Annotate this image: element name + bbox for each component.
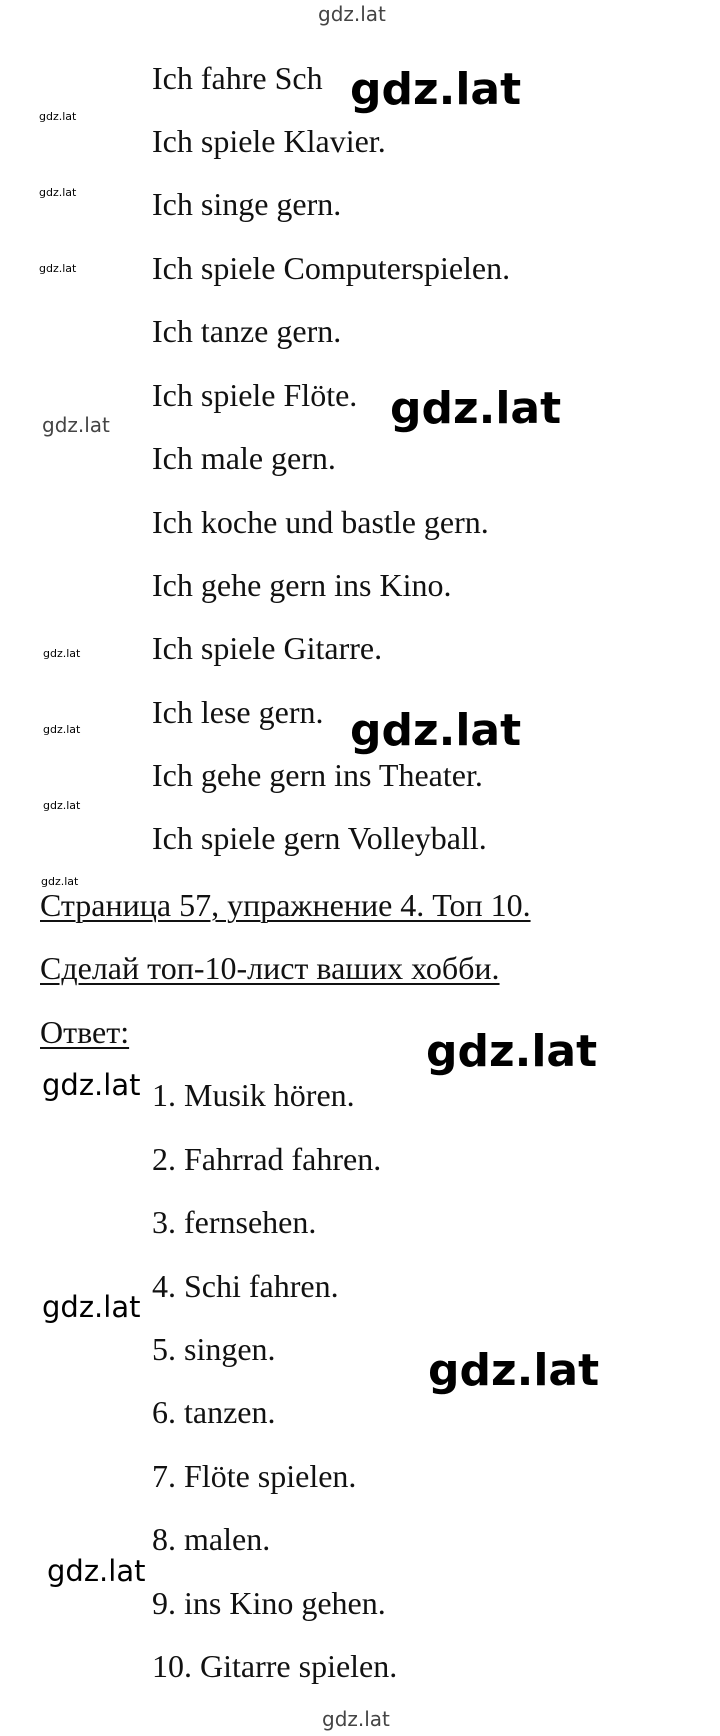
watermark: gdz.lat bbox=[42, 1290, 141, 1324]
hobby-line: Ich lese gern. bbox=[152, 694, 324, 730]
watermark: gdz.lat bbox=[39, 110, 77, 123]
list-item: 7. Flöte spielen. bbox=[152, 1458, 357, 1494]
hobby-line: Ich spiele Flöte. bbox=[152, 377, 358, 413]
watermark: gdz.lat bbox=[350, 64, 522, 115]
watermark: gdz.lat bbox=[43, 723, 81, 736]
watermark: gdz.lat bbox=[39, 186, 77, 199]
list-item: 4. Schi fahren. bbox=[152, 1268, 339, 1304]
watermark: gdz.lat bbox=[47, 1554, 146, 1588]
list-item: 6. tanzen. bbox=[152, 1394, 276, 1430]
watermark-top: gdz.lat bbox=[318, 2, 386, 26]
hobby-line: Ich singe gern. bbox=[152, 186, 342, 222]
hobby-line: Ich fahre Sch bbox=[152, 60, 323, 96]
hobby-line: Ich spiele Computerspielen. bbox=[152, 250, 511, 286]
hobby-line: Ich gehe gern ins Kino. bbox=[152, 567, 452, 603]
watermark: gdz.lat bbox=[350, 705, 522, 756]
answer-label: Ответ: bbox=[40, 1014, 130, 1050]
exercise-task: Сделай топ-10-лист ваших хобби. bbox=[40, 950, 500, 986]
watermark: gdz.lat bbox=[42, 1068, 141, 1102]
hobby-line: Ich spiele Gitarre. bbox=[152, 630, 383, 666]
watermark: gdz.lat bbox=[42, 413, 110, 437]
watermark: gdz.lat bbox=[43, 799, 81, 812]
watermark: gdz.lat bbox=[41, 875, 79, 888]
list-item: 5. singen. bbox=[152, 1331, 276, 1367]
hobby-line: Ich tanze gern. bbox=[152, 313, 342, 349]
list-item: 9. ins Kino gehen. bbox=[152, 1585, 386, 1621]
list-item: 8. malen. bbox=[152, 1521, 271, 1557]
list-item: 2. Fahrrad fahren. bbox=[152, 1141, 382, 1177]
hobby-line: Ich spiele gern Volleyball. bbox=[152, 820, 487, 856]
watermark: gdz.lat bbox=[39, 262, 77, 275]
watermark-bottom: gdz.lat bbox=[322, 1707, 390, 1731]
watermark: gdz.lat bbox=[426, 1026, 598, 1077]
list-item: 10. Gitarre spielen. bbox=[152, 1648, 398, 1684]
hobby-line: Ich koche und bastle gern. bbox=[152, 504, 489, 540]
list-item: 1. Musik hören. bbox=[152, 1077, 355, 1113]
hobby-line: Ich male gern. bbox=[152, 440, 336, 476]
watermark: gdz.lat bbox=[390, 383, 562, 434]
hobby-line: Ich gehe gern ins Theater. bbox=[152, 757, 483, 793]
watermark: gdz.lat bbox=[428, 1345, 600, 1396]
watermark: gdz.lat bbox=[43, 647, 81, 660]
hobby-line: Ich spiele Klavier. bbox=[152, 123, 386, 159]
list-item: 3. fernsehen. bbox=[152, 1204, 317, 1240]
exercise-title: Страница 57, упражнение 4. Топ 10. bbox=[40, 887, 531, 923]
